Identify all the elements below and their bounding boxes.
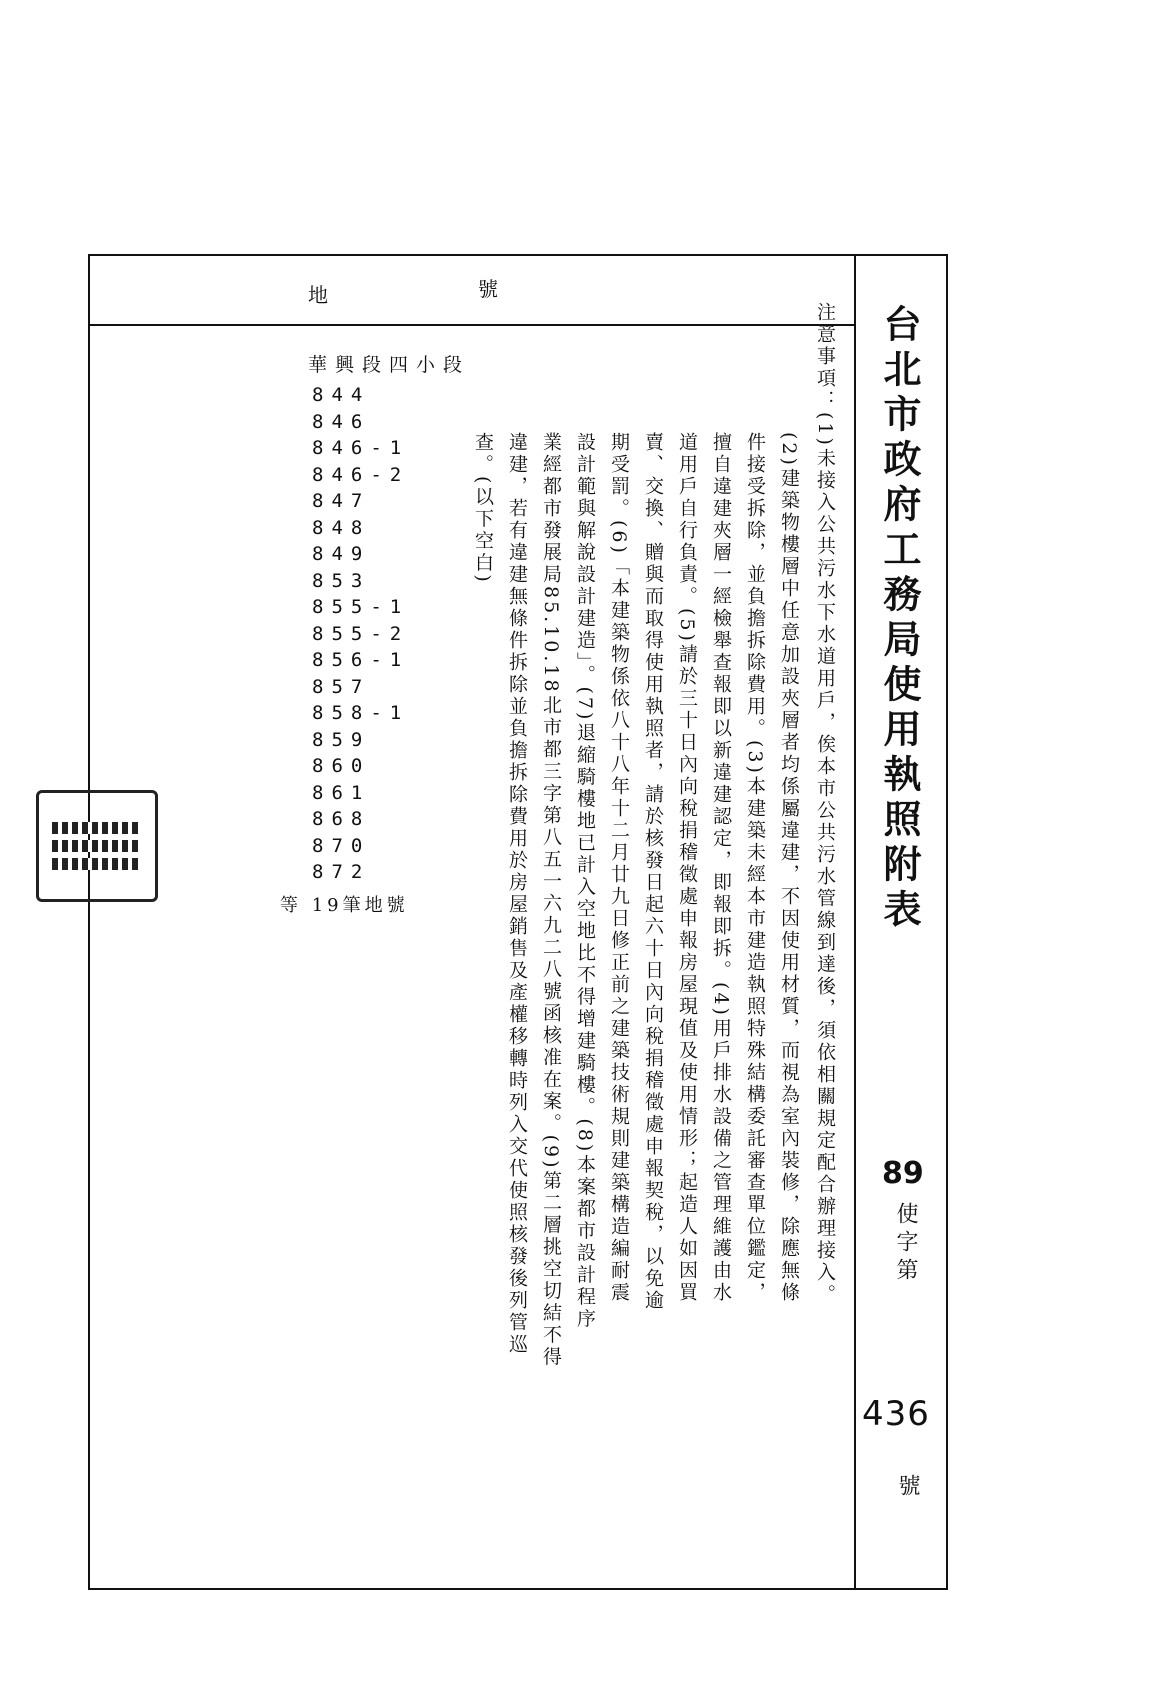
- official-seal-stamp: [36, 790, 158, 902]
- land-total-count: 等 19筆地號: [280, 895, 409, 916]
- permit-number-suffix: 號: [895, 1474, 920, 1496]
- document-title: 台北市政府工務局使用執照附表: [877, 304, 922, 934]
- header-row-divider: [90, 324, 854, 326]
- notes-column: 道用戶自行負責。(5)請於三十日內向稅捐稽徵處申報房屋現值及使用情形；起造人如因買: [676, 432, 698, 1304]
- land-number: 855-2: [312, 622, 410, 645]
- land-number: 846-1: [312, 437, 410, 459]
- land-number: 846: [312, 410, 371, 433]
- land-number: 846-2: [312, 463, 410, 486]
- permit-number: 436: [862, 1394, 930, 1434]
- seal-mark: [52, 858, 142, 870]
- land-number-list: [312, 382, 409, 886]
- notes-column: (2)建築物樓層中任意加設夾層者均係屬違建，不因使用材質，而視為室內裝修，除應無條: [778, 432, 800, 1304]
- land-number: 853: [312, 569, 371, 592]
- notes-column: 賣、交換、贈與而取得使用執照者，請於核發日起六十日內向稅捐稽徵處申報契稅，以免逾: [642, 432, 664, 1312]
- land-number: 847: [312, 490, 371, 512]
- land-number: 855-1: [312, 596, 410, 618]
- seal-mark: [52, 822, 142, 834]
- notes-column: 注意事項：(1)未接入公共污水下水道用戶，俟本市公共污水管線到達後，須依相關規定配合辦理接入。: [814, 302, 836, 1306]
- land-number: 868: [312, 808, 371, 830]
- land-number: 870: [312, 834, 371, 857]
- land-column-header: 地: [308, 283, 328, 307]
- notes-column: 業經都市發展局85.10.18北市都三字第八五一六九二八號函核准在案。(9)第二層挑空切結不得: [540, 432, 562, 1369]
- land-number: 857: [312, 675, 371, 698]
- permit-word: 使字第: [893, 1202, 918, 1286]
- land-number: 859: [312, 728, 371, 751]
- land-number: 844: [312, 384, 371, 406]
- land-number: 849: [312, 543, 371, 565]
- land-number: 861: [312, 781, 371, 804]
- notes-column: 件接受拆除，並負擔拆除費用。(3)本建築未經本市建造執照特殊結構委託審查單位鑑定，: [744, 432, 766, 1304]
- land-number: 856-1: [312, 649, 410, 671]
- land-number: 848: [312, 516, 371, 539]
- notes-column: 擅自違建夾層一經檢舉查報即以新違建認定，即報即拆。(4)用戶排水設備之管理維護由水: [710, 432, 732, 1304]
- notes-column: 設計範與解說設計建造」。(7)退縮騎樓地已計入空地比不得增建騎樓。(8)本案都市設計程序: [574, 432, 596, 1331]
- permit-year: 89: [882, 1156, 924, 1191]
- land-section-name: 華興段四小段: [308, 354, 471, 376]
- land-number: 858-1: [312, 702, 410, 724]
- seal-mark: [52, 840, 142, 852]
- title-column-divider: [854, 256, 856, 1588]
- attachment-table-frame: [88, 254, 948, 1590]
- notes-column: 查。(以下空白): [472, 432, 494, 585]
- land-number: 860: [312, 755, 371, 777]
- notes-column: 違建，若有違建無條件拆除並負擔拆除費用於房屋銷售及產權移轉時列入交代使照核發後列管巡: [506, 432, 528, 1356]
- land-number: 872: [312, 861, 371, 883]
- number-column-header: 號: [478, 277, 498, 301]
- notes-column: 期受罰。(6)「本建築物係依八十八年十二月廿九日修正前之建築技術規則建築構造編耐震: [608, 432, 630, 1304]
